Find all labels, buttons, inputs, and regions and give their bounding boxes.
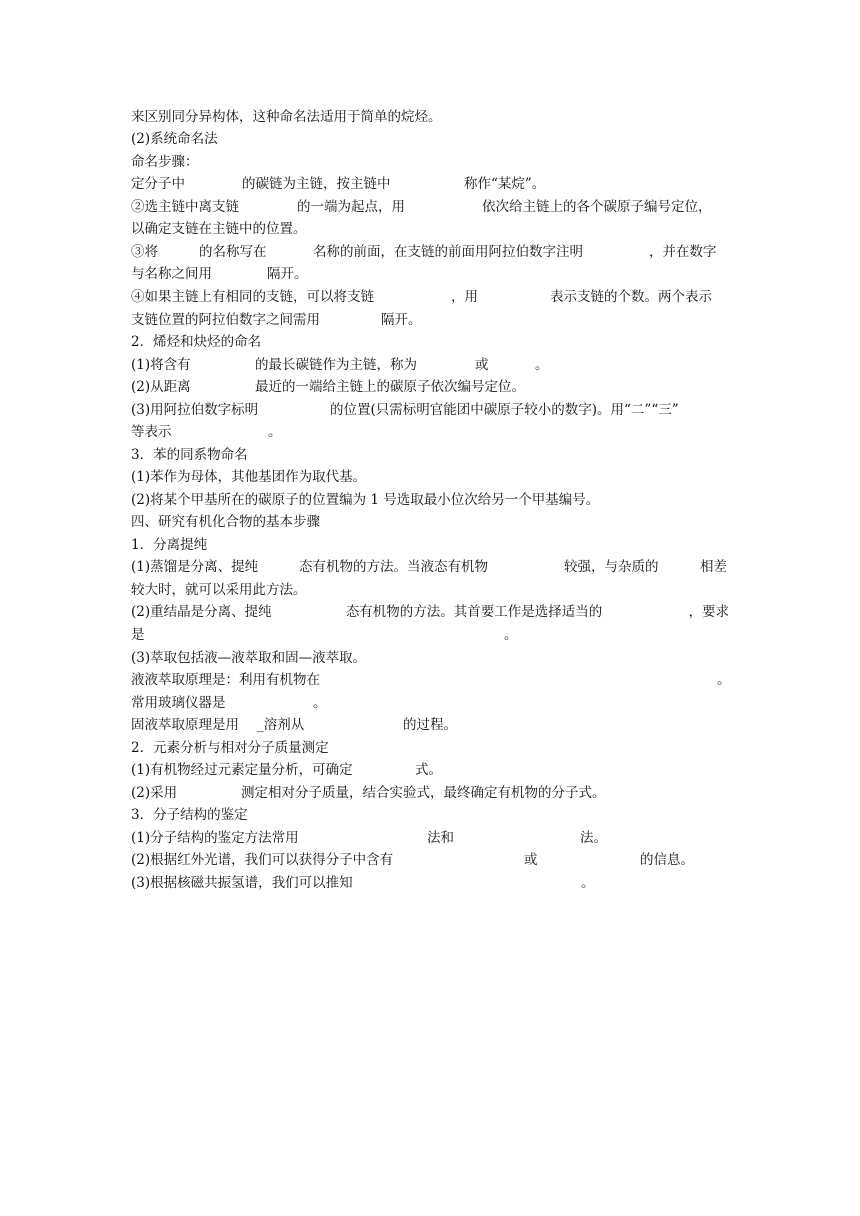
- section-heading: 3．分子结构的鉴定: [131, 807, 248, 823]
- section-heading: 1．分离提纯: [131, 537, 208, 553]
- text-line: [131, 399, 729, 421]
- text-line: [131, 692, 729, 714]
- text-segment: 。: [504, 627, 518, 643]
- text-segment: 的一端为起点，用: [297, 199, 405, 215]
- text-segment: 法和: [427, 830, 454, 846]
- text-segment: 的过程。: [403, 717, 457, 733]
- text-line: [131, 173, 729, 195]
- text-segment: (1)分子结构的鉴定方法常用: [131, 830, 299, 846]
- text-segment: 的信息。: [640, 852, 694, 868]
- text-segment: 隔开。: [381, 312, 422, 328]
- text-line: [131, 354, 729, 376]
- text-line: 命名步骤：: [131, 154, 199, 170]
- text-segment: 或: [524, 852, 538, 868]
- text-segment: 态有机物的方法。当液态有机物: [299, 559, 488, 575]
- text-line: [131, 241, 729, 263]
- text-line: [131, 376, 729, 398]
- text-segment: 最近的一端给主链上的碳原子依次编号定位。: [255, 379, 525, 395]
- text-segment: (2)根据红外光谱，我们可以获得分子中含有: [131, 852, 394, 868]
- text-segment: 。: [581, 875, 595, 891]
- text-segment: 相差: [700, 559, 727, 575]
- text-segment: 常用玻璃仪器是: [131, 695, 226, 711]
- text-segment: 的名称写在: [199, 244, 267, 260]
- text-segment: 支链位置的阿拉伯数字之间需用: [131, 312, 320, 328]
- text-line: [131, 849, 729, 871]
- section-heading: 3．苯的同系物命名: [131, 447, 248, 463]
- text-segment: _溶剂从: [257, 717, 305, 733]
- text-segment: 的最长碳链作为主链，称为: [255, 357, 417, 373]
- text-line: [131, 196, 729, 218]
- text-line: [131, 556, 729, 578]
- text-segment: (2)从距离: [131, 379, 191, 395]
- section-heading: 2．元素分析与相对分子质量测定: [131, 740, 329, 756]
- text-line: [131, 624, 729, 646]
- text-segment: 式。: [415, 762, 442, 778]
- text-line: (3)萃取包括液—液萃取和固—液萃取。: [131, 650, 367, 666]
- text-line: [131, 782, 729, 804]
- text-line: [131, 286, 729, 308]
- text-line: [131, 872, 729, 894]
- text-segment: 测定相对分子质量，结合实验式，最终确定有机物的分子式。: [241, 785, 606, 801]
- text-segment: 定分子中: [131, 176, 185, 192]
- text-segment: 或: [475, 357, 489, 373]
- text-line: 来区别同分异构体，这种命名法适用于简单的烷烃。: [131, 109, 442, 125]
- text-segment: 液液萃取原理是：利用有机物在: [131, 672, 320, 688]
- text-segment: 。: [313, 695, 327, 711]
- text-segment: (2)重结晶是分离、提纯: [131, 604, 272, 620]
- text-segment: ，要求: [688, 604, 729, 620]
- text-segment: 较强，与杂质的: [564, 559, 659, 575]
- text-segment: 。: [717, 672, 731, 688]
- text-segment: 。: [268, 424, 282, 440]
- text-segment: 。: [535, 357, 549, 373]
- section-heading: (2)系统命名法: [131, 131, 218, 147]
- text-segment: 态有机物的方法。其首要工作是选择适当的: [345, 604, 603, 620]
- text-segment: 法。: [580, 830, 607, 846]
- text-line: (1)苯作为母体，其他基团作为取代基。: [131, 469, 367, 485]
- text-segment: ，用: [451, 289, 478, 305]
- text-segment: 固液萃取原理是用: [131, 717, 239, 733]
- text-segment: 的位置(只需标明官能团中碳原子较小的数字)。用“二”“三”: [330, 402, 679, 418]
- text-segment: 的碳链为主链，按主链中: [242, 176, 391, 192]
- text-line: [131, 309, 729, 331]
- text-line: [131, 827, 729, 849]
- text-segment: 称作“某烷”。: [464, 176, 546, 192]
- text-segment: 依次给主链上的各个碳原子编号定位，: [482, 199, 712, 215]
- text-segment: ②选主链中离支链: [131, 199, 239, 215]
- text-segment: ，并在数字: [649, 244, 717, 260]
- text-line: [131, 759, 729, 781]
- text-segment: ④如果主链上有相同的支链，可以将支链: [131, 289, 374, 305]
- text-segment: (1)有机物经过元素定量分析，可确定: [131, 762, 353, 778]
- text-line: 较大时，就可以采用此方法。: [131, 582, 307, 598]
- section-heading: 2．烯烃和炔烃的命名: [131, 334, 262, 350]
- text-line: [131, 669, 729, 691]
- text-segment: 表示支链的个数。两个表示: [550, 289, 712, 305]
- text-segment: 等表示: [131, 424, 172, 440]
- text-segment: (1)将含有: [131, 357, 191, 373]
- text-segment: (2)采用: [131, 785, 178, 801]
- text-line: [131, 263, 729, 285]
- text-line: [131, 601, 729, 623]
- text-segment: 名称的前面，在支链的前面用阿拉伯数字注明: [313, 244, 583, 260]
- text-line: 以确定支链在主链中的位置。: [131, 221, 307, 237]
- section-heading: 四、研究有机化合物的基本步骤: [131, 514, 320, 530]
- text-segment: ③将: [131, 244, 158, 260]
- text-segment: 与名称之间用: [131, 266, 212, 282]
- text-segment: 隔开。: [267, 266, 308, 282]
- text-line: [131, 714, 729, 736]
- text-line: (2)将某个甲基所在的碳原子的位置编为 1 号选取最小位次给另一个甲基编号。: [131, 492, 600, 508]
- text-line: [131, 421, 729, 443]
- text-segment: 是: [131, 627, 145, 643]
- text-segment: (3)根据核磁共振氢谱，我们可以推知: [131, 875, 353, 891]
- text-segment: (1)蒸馏是分离、提纯: [131, 559, 259, 575]
- text-segment: (3)用阿拉伯数字标明: [131, 402, 259, 418]
